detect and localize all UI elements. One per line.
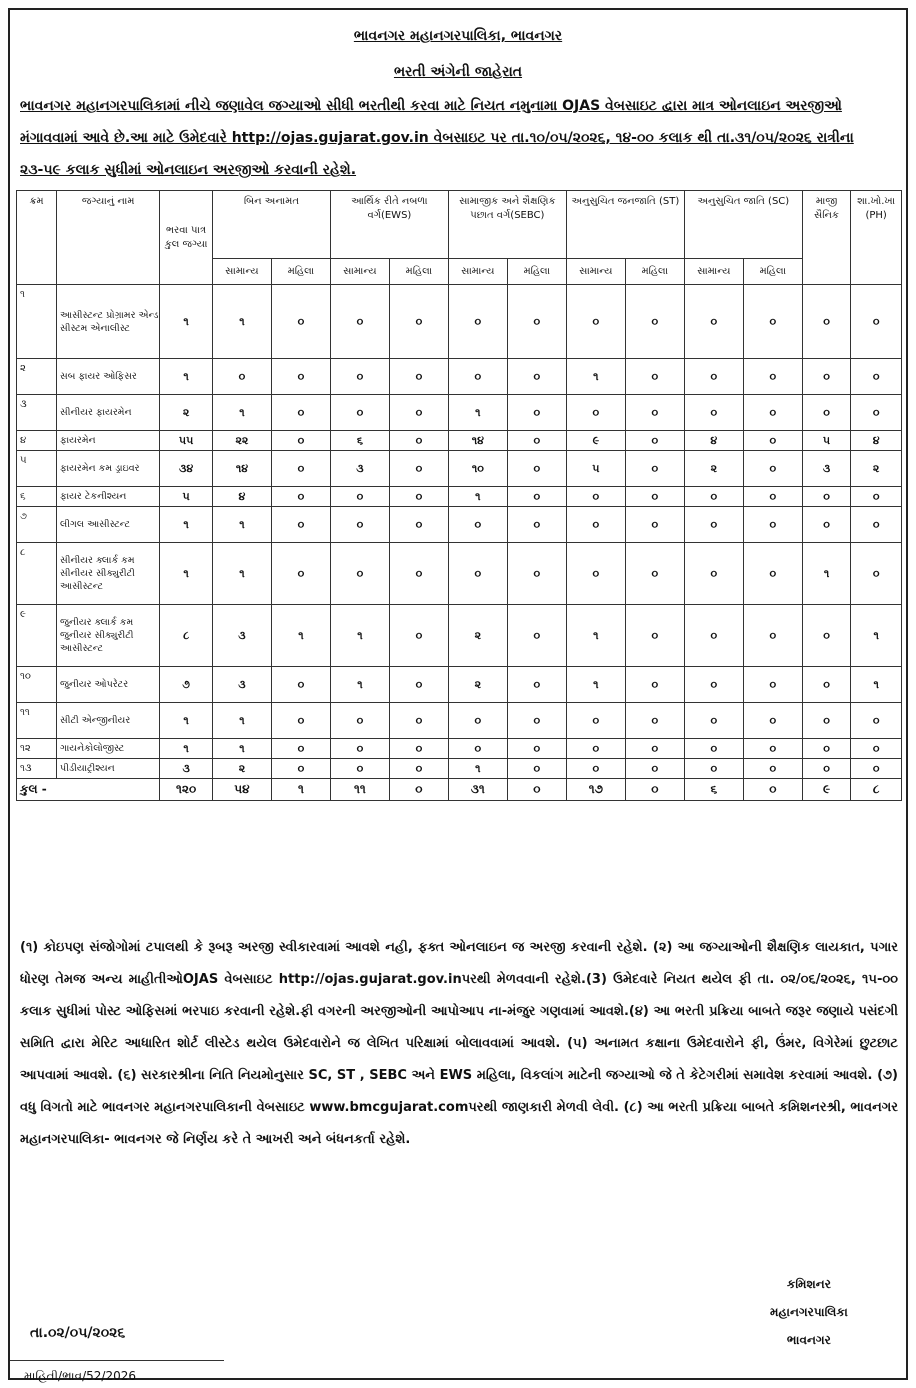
subheader-female: મહિલા bbox=[389, 259, 448, 285]
row-value: ૦ bbox=[851, 285, 902, 359]
row-value: ૦ bbox=[271, 507, 330, 543]
row-value: ૦ bbox=[271, 703, 330, 739]
row-value: ૦ bbox=[507, 703, 566, 739]
row-value: ૦ bbox=[389, 759, 448, 779]
row-value: ૦ bbox=[684, 359, 743, 395]
row-value: ૦ bbox=[625, 605, 684, 667]
row-value: ૦ bbox=[625, 759, 684, 779]
subheader-female: મહિલા bbox=[743, 259, 802, 285]
header-sr: ક્રમ bbox=[17, 191, 57, 285]
row-value: ૦ bbox=[625, 285, 684, 359]
row-value: ૩ bbox=[802, 451, 850, 487]
row-value: ૧ bbox=[851, 605, 902, 667]
row-value: ૨ bbox=[448, 605, 507, 667]
row-value: ૦ bbox=[743, 759, 802, 779]
row-value: ૧ bbox=[851, 667, 902, 703]
row-value: ૦ bbox=[743, 285, 802, 359]
row-value: ૦ bbox=[448, 739, 507, 759]
row-serial: ૮ bbox=[17, 543, 57, 605]
row-value: ૦ bbox=[448, 285, 507, 359]
row-post-name: ફાયર ટેકનીશ્યન bbox=[57, 487, 160, 507]
row-value: ૦ bbox=[851, 395, 902, 431]
row-post-name: સીનીયર ફાયરમેન bbox=[57, 395, 160, 431]
total-row bbox=[17, 779, 902, 801]
row-post-name: સીનીયર ક્લાર્ક કમ સીનીયર સીક્યુરીટી આસીસ્ટન્ટ bbox=[57, 543, 160, 605]
row-value: ૦ bbox=[389, 359, 448, 395]
row-serial: ૧૦ bbox=[17, 667, 57, 703]
total-value: ૬ bbox=[684, 779, 743, 801]
row-value: ૦ bbox=[389, 507, 448, 543]
row-value: ૦ bbox=[271, 487, 330, 507]
row-value: ૧ bbox=[566, 605, 625, 667]
row-value: ૦ bbox=[448, 507, 507, 543]
row-serial: ૩ bbox=[17, 395, 57, 431]
row-value: ૦ bbox=[802, 759, 850, 779]
row-value: ૦ bbox=[802, 703, 850, 739]
row-value: ૦ bbox=[743, 543, 802, 605]
row-value: ૦ bbox=[330, 759, 389, 779]
row-value: ૪ bbox=[851, 431, 902, 451]
row-value: ૦ bbox=[743, 507, 802, 543]
row-post-name: જુનીયર ક્લાર્ક કમ જુનીયર સીક્યુરીટી આસીસ્ટન્ટ bbox=[57, 605, 160, 667]
row-value: ૧ bbox=[330, 605, 389, 667]
row-value: ૩ bbox=[212, 605, 271, 667]
row-value: ૦ bbox=[684, 543, 743, 605]
row-value: ૨ bbox=[160, 395, 213, 431]
total-value: ૧૨૦ bbox=[160, 779, 213, 801]
total-value: ૩૧ bbox=[448, 779, 507, 801]
row-value: ૦ bbox=[389, 431, 448, 451]
issue-date: તા.૦૨/૦૫/૨૦૨૬ bbox=[30, 1325, 126, 1341]
table-row bbox=[17, 431, 902, 451]
header-sebc: સામાજીક અને શૈક્ષણિક પછાત વર્ગ(SEBC) bbox=[448, 191, 566, 259]
row-post-name: ફાયરમેન કમ ડ્રાઇવર bbox=[57, 451, 160, 487]
row-value: ૧ bbox=[212, 507, 271, 543]
subheader-female: મહિલા bbox=[507, 259, 566, 285]
row-value: ૧ bbox=[271, 605, 330, 667]
row-value: ૦ bbox=[271, 739, 330, 759]
row-value: ૧ bbox=[160, 543, 213, 605]
row-value: ૦ bbox=[743, 359, 802, 395]
header-st: અનુસુચિત જનજાતિ (ST) bbox=[566, 191, 684, 259]
row-value: ૬ bbox=[330, 431, 389, 451]
table-row bbox=[17, 451, 902, 487]
row-value: ૦ bbox=[802, 667, 850, 703]
row-value: ૦ bbox=[507, 605, 566, 667]
row-value: ૦ bbox=[684, 759, 743, 779]
row-value: ૦ bbox=[743, 451, 802, 487]
row-value: ૦ bbox=[448, 543, 507, 605]
signature-city: ભાવનગર bbox=[786, 1333, 831, 1347]
row-value: ૦ bbox=[507, 487, 566, 507]
subheader-general: સામાન્ય bbox=[448, 259, 507, 285]
row-value: ૧ bbox=[566, 667, 625, 703]
row-value: ૦ bbox=[625, 451, 684, 487]
total-value: ૯ bbox=[802, 779, 850, 801]
row-value: ૧ bbox=[448, 395, 507, 431]
row-value: ૧ bbox=[448, 487, 507, 507]
total-value: ૮ bbox=[851, 779, 902, 801]
row-value: ૦ bbox=[566, 285, 625, 359]
row-post-name: જુનીયર ઓપરેટર bbox=[57, 667, 160, 703]
row-value: ૧૪ bbox=[448, 431, 507, 451]
row-value: ૧૦ bbox=[448, 451, 507, 487]
subheader-female: મહિલા bbox=[625, 259, 684, 285]
total-value: ૧૧ bbox=[330, 779, 389, 801]
row-value: ૦ bbox=[566, 395, 625, 431]
advertisement-page bbox=[8, 8, 908, 1383]
row-value: ૧ bbox=[212, 543, 271, 605]
row-post-name: ગાયનેકોલોજીસ્ટ bbox=[57, 739, 160, 759]
row-post-name: લીગલ આસીસ્ટન્ટ bbox=[57, 507, 160, 543]
intro-paragraph: ભાવનગર મહાનગરપાલિકામાં નીચે જણાવેલ જગ્યાઓ સીધી ભરતીથી કરવા માટે નિયત નમુનામા OJAS વેબસાઇટ દ્વારા માત્ર ઓનલાઇન અરજીઓ મંગાવવામાં આવે છે.આ માટે ઉમેદવારે http://ojas.gujarat.gov.in વેબસાઇટ પર તા.૧૦/૦૫/૨૦૨૬, ૧૪-૦૦ કલાક થી તા.૩૧/૦૫/૨૦૨૬ રાત્રીના ૨૩-૫૯ કલાક સુધીમાં ઓનલાઇન અરજીઓ કરવાની રહેશે. bbox=[20, 98, 854, 178]
row-value: ૦ bbox=[743, 487, 802, 507]
row-value: ૧ bbox=[160, 507, 213, 543]
row-value: ૦ bbox=[507, 285, 566, 359]
header-ph: શા.ખો.ખા (PH) bbox=[851, 191, 902, 285]
row-post-name: આસીસ્ટન્ટ પ્રોગ્રામર એન્ડ સીસ્ટમ એનાલીસ્ટ bbox=[57, 285, 160, 359]
signature-block bbox=[770, 1270, 848, 1354]
row-value: ૦ bbox=[330, 739, 389, 759]
table-row bbox=[17, 739, 902, 759]
row-value: ૦ bbox=[389, 739, 448, 759]
row-serial: ૬ bbox=[17, 487, 57, 507]
row-value: ૦ bbox=[389, 543, 448, 605]
header-ur: બિન અનામત bbox=[212, 191, 330, 259]
row-value: ૧ bbox=[802, 543, 850, 605]
row-value: ૦ bbox=[684, 507, 743, 543]
row-value: ૦ bbox=[330, 703, 389, 739]
row-value: ૦ bbox=[566, 543, 625, 605]
row-value: ૦ bbox=[851, 487, 902, 507]
row-value: ૭ bbox=[160, 667, 213, 703]
table-row bbox=[17, 703, 902, 739]
row-value: ૦ bbox=[684, 703, 743, 739]
row-value: ૦ bbox=[507, 667, 566, 703]
table-row bbox=[17, 359, 902, 395]
row-value: ૦ bbox=[851, 739, 902, 759]
table-row bbox=[17, 543, 902, 605]
row-value: ૧ bbox=[212, 739, 271, 759]
row-value: ૦ bbox=[271, 667, 330, 703]
row-value: ૦ bbox=[330, 543, 389, 605]
row-value: ૦ bbox=[625, 395, 684, 431]
row-value: ૧ bbox=[212, 703, 271, 739]
row-value: ૧ bbox=[212, 395, 271, 431]
row-value: ૧ bbox=[160, 739, 213, 759]
row-value: ૦ bbox=[566, 703, 625, 739]
row-value: ૦ bbox=[743, 667, 802, 703]
row-value: ૦ bbox=[389, 605, 448, 667]
subheader-general: સામાન્ય bbox=[684, 259, 743, 285]
row-value: ૦ bbox=[330, 285, 389, 359]
row-value: ૦ bbox=[448, 359, 507, 395]
row-value: ૦ bbox=[802, 605, 850, 667]
row-value: ૮ bbox=[160, 605, 213, 667]
table-row bbox=[17, 487, 902, 507]
subheader-general: સામાન્ય bbox=[566, 259, 625, 285]
row-value: ૦ bbox=[625, 667, 684, 703]
row-value: ૦ bbox=[271, 431, 330, 451]
row-serial: ૫ bbox=[17, 451, 57, 487]
row-value: ૦ bbox=[684, 605, 743, 667]
row-value: ૦ bbox=[566, 759, 625, 779]
row-value: ૦ bbox=[684, 739, 743, 759]
row-value: ૦ bbox=[802, 507, 850, 543]
row-serial: ૨ bbox=[17, 359, 57, 395]
row-value: ૧ bbox=[212, 285, 271, 359]
row-serial: ૪ bbox=[17, 431, 57, 451]
row-value: ૦ bbox=[389, 395, 448, 431]
row-value: ૦ bbox=[566, 507, 625, 543]
total-value: ૦ bbox=[389, 779, 448, 801]
row-value: ૦ bbox=[507, 759, 566, 779]
table-row bbox=[17, 759, 902, 779]
row-value: ૦ bbox=[389, 451, 448, 487]
total-value: ૦ bbox=[743, 779, 802, 801]
table-row bbox=[17, 395, 902, 431]
row-value: ૦ bbox=[507, 431, 566, 451]
row-value: ૦ bbox=[802, 395, 850, 431]
row-value: ૪ bbox=[212, 487, 271, 507]
row-value: ૦ bbox=[271, 543, 330, 605]
total-label: કુલ - bbox=[17, 779, 160, 801]
table-row bbox=[17, 605, 902, 667]
row-serial: ૭ bbox=[17, 507, 57, 543]
row-value: ૦ bbox=[743, 431, 802, 451]
row-value: ૦ bbox=[507, 451, 566, 487]
row-value: ૦ bbox=[743, 605, 802, 667]
table-row bbox=[17, 507, 902, 543]
total-value: ૦ bbox=[625, 779, 684, 801]
row-post-name: સબ ફાયર ઓફિસર bbox=[57, 359, 160, 395]
row-value: ૫૫ bbox=[160, 431, 213, 451]
row-value: ૦ bbox=[743, 703, 802, 739]
row-value: ૧ bbox=[160, 703, 213, 739]
row-value: ૦ bbox=[743, 395, 802, 431]
header-ex-servicemen: માજી સૈનિક bbox=[802, 191, 850, 285]
total-value: ૫૪ bbox=[212, 779, 271, 801]
row-value: ૦ bbox=[851, 507, 902, 543]
row-value: ૦ bbox=[566, 739, 625, 759]
row-value: ૧ bbox=[160, 285, 213, 359]
row-value: ૦ bbox=[625, 487, 684, 507]
row-value: ૦ bbox=[684, 667, 743, 703]
reference-number: માહિતી/ભાવ/52/2026 bbox=[10, 1360, 224, 1384]
row-value: ૦ bbox=[448, 703, 507, 739]
row-value: ૦ bbox=[802, 739, 850, 759]
row-value: ૧ bbox=[448, 759, 507, 779]
row-value: ૨૨ bbox=[212, 431, 271, 451]
row-value: ૦ bbox=[851, 543, 902, 605]
row-value: ૧ bbox=[330, 667, 389, 703]
row-serial: ૧૨ bbox=[17, 739, 57, 759]
row-value: ૩ bbox=[160, 759, 213, 779]
header-ews: આર્થિક રીતે નબળા વર્ગ(EWS) bbox=[330, 191, 448, 259]
total-value: ૧ bbox=[271, 779, 330, 801]
vacancy-table bbox=[16, 190, 902, 801]
row-value: ૦ bbox=[743, 739, 802, 759]
row-value: ૦ bbox=[330, 359, 389, 395]
row-value: ૨ bbox=[212, 759, 271, 779]
row-value: ૦ bbox=[389, 667, 448, 703]
row-value: ૦ bbox=[802, 487, 850, 507]
row-value: ૦ bbox=[389, 703, 448, 739]
row-serial: ૧૧ bbox=[17, 703, 57, 739]
row-value: ૦ bbox=[507, 543, 566, 605]
row-value: ૧૪ bbox=[212, 451, 271, 487]
row-value: ૦ bbox=[851, 759, 902, 779]
signature-designation: કમિશનર bbox=[786, 1277, 831, 1291]
row-value: ૩ bbox=[212, 667, 271, 703]
row-value: ૦ bbox=[625, 739, 684, 759]
row-post-name: સીટી એન્જીનીયર bbox=[57, 703, 160, 739]
row-value: ૦ bbox=[330, 507, 389, 543]
row-value: ૫ bbox=[160, 487, 213, 507]
row-value: ૦ bbox=[212, 359, 271, 395]
row-value: ૦ bbox=[507, 395, 566, 431]
row-serial: ૧ bbox=[17, 285, 57, 359]
row-value: ૦ bbox=[566, 487, 625, 507]
row-value: ૯ bbox=[566, 431, 625, 451]
row-value: ૦ bbox=[625, 703, 684, 739]
row-value: ૨ bbox=[851, 451, 902, 487]
row-value: ૦ bbox=[802, 285, 850, 359]
row-value: ૦ bbox=[271, 359, 330, 395]
row-value: ૪ bbox=[684, 431, 743, 451]
notes-paragraph: (૧) કોઇપણ સંજોગોમાં ટપાલથી કે રૂબરૂ અરજી સ્વીકારવામાં આવશે નહી, ફક્ત ઓનલાઇન જ અરજી કરવાની રહેશે. (૨) આ જગ્યાઓની શૈક્ષણિક લાયકાત, પગાર ધોરણ તેમજ અન્ય માહીતીઓOJAS વેબસાઇટ http://ojas.gujarat.gov.inપરથી મેળવવાની રહેશે.(3) ઉમેદવારે નિયત થયેલ ફી તા. ૦૨/૦૬/૨૦૨૬, ૧૫-૦૦ કલાક સુધીમાં પોસ્ટ ઓફિસમાં ભરપાઇ કરવાની રહેશે.ફી વગરની અરજીઓની આપોઆપ ના-મંજુર ગણવામાં આવશે.(૪) આ ભરતી પ્રક્રિયા બાબતે જરૂર જણાયે પસંદગી સમિતિ દ્વારા મેરિટ આધારિત શોર્ટ લીસ્ટેડ થયેલ ઉમેદવારોને જ લેખિત પરિક્ષામાં બોલાવવામાં આવશે. (૫) અનામત કક્ષાના ઉમેદવારોને ફી, ઉંમર, વિગેરેમાં છુટછાટ આપવામાં આવશે. (૬) સરકારશ્રીના નિતિ નિયમોનુસાર SC, ST , SEBC અને EWS મહિલા, વિકલાંગ માટેની જગ્યાઓ જે તે કેટેગરીમાં સમાવેશ કરવામાં આવશે. (૭) વધુ વિગતો માટે ભાવનગર મહાનગરપાલિકાની વેબસાઇટ www.bmcgujarat.comપરથી જાણકારી મેળવી લેવી. (૮) આ ભરતી પ્રક્રિયા બાબતે કમિશનરશ્રી, ભાવનગર મહાનગરપાલિકા- ભાવનગર જે નિર્ણય કરે તે આખરી અને બંધનકર્તા રહેશે. bbox=[20, 940, 898, 1147]
row-value: ૦ bbox=[684, 285, 743, 359]
row-value: ૫ bbox=[802, 431, 850, 451]
table-row bbox=[17, 667, 902, 703]
row-value: ૦ bbox=[330, 395, 389, 431]
row-value: ૦ bbox=[507, 507, 566, 543]
row-serial: ૯ bbox=[17, 605, 57, 667]
row-value: ૦ bbox=[507, 739, 566, 759]
row-value: ૧ bbox=[160, 359, 213, 395]
table-row bbox=[17, 285, 902, 359]
row-post-name: પીડીયાટ્રીશ્યન bbox=[57, 759, 160, 779]
row-value: ૦ bbox=[851, 359, 902, 395]
row-value: ૦ bbox=[625, 431, 684, 451]
row-value: ૦ bbox=[684, 395, 743, 431]
row-value: ૦ bbox=[802, 359, 850, 395]
row-value: ૦ bbox=[271, 395, 330, 431]
row-value: ૫ bbox=[566, 451, 625, 487]
row-value: ૨ bbox=[684, 451, 743, 487]
row-value: ૦ bbox=[507, 359, 566, 395]
subheader-general: સામાન્ય bbox=[330, 259, 389, 285]
row-value: ૦ bbox=[684, 487, 743, 507]
header-total: ભરવા પાત્ર કુલ જગ્યા bbox=[160, 191, 213, 285]
row-serial: ૧૩ bbox=[17, 759, 57, 779]
total-value: ૧૭ bbox=[566, 779, 625, 801]
row-value: ૦ bbox=[851, 703, 902, 739]
row-value: ૩૪ bbox=[160, 451, 213, 487]
row-value: ૦ bbox=[625, 359, 684, 395]
ad-title: ભરતી અંગેની જાહેરાત bbox=[393, 64, 523, 80]
header-sc: અનુસુચિત જાતિ (SC) bbox=[684, 191, 802, 259]
row-value: ૦ bbox=[389, 487, 448, 507]
row-value: ૦ bbox=[625, 543, 684, 605]
org-title: ભાવનગર મહાનગરપાલિકા, ભાવનગર bbox=[353, 28, 563, 44]
row-value: ૨ bbox=[448, 667, 507, 703]
subheader-general: સામાન્ય bbox=[212, 259, 271, 285]
row-value: ૦ bbox=[271, 285, 330, 359]
total-value: ૦ bbox=[507, 779, 566, 801]
row-value: ૦ bbox=[389, 285, 448, 359]
row-value: ૦ bbox=[625, 507, 684, 543]
subheader-female: મહિલા bbox=[271, 259, 330, 285]
row-value: ૧ bbox=[566, 359, 625, 395]
header-post: જગ્યાનું નામ bbox=[57, 191, 160, 285]
row-value: ૩ bbox=[330, 451, 389, 487]
row-post-name: ફાયરમેન bbox=[57, 431, 160, 451]
row-value: ૦ bbox=[271, 759, 330, 779]
signature-office: મહાનગરપાલિકા bbox=[770, 1305, 848, 1319]
row-value: ૦ bbox=[271, 451, 330, 487]
row-value: ૦ bbox=[330, 487, 389, 507]
